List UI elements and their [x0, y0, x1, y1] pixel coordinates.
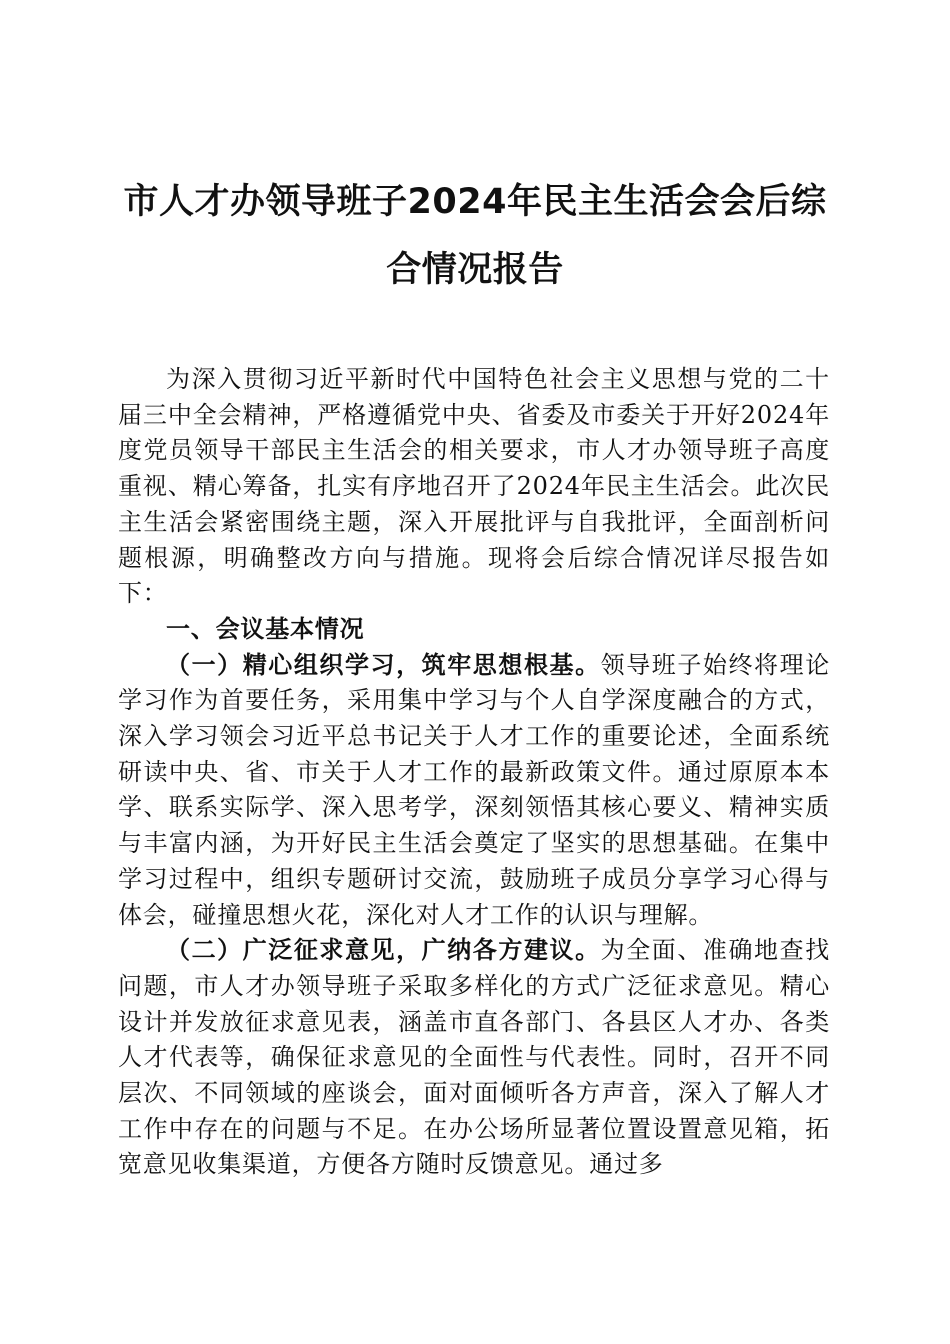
subsection-paragraph-1 [118, 648, 830, 934]
document-body [118, 362, 830, 1183]
subsection-text-2: 为全面、准确地查找问题，市人才办领导班子采取多样化的方式广泛征求意见。精心设计并发放征求意见表，涵盖市直各部门、各县区人才办、各类人才代表等，确保征求意见的全面性与代表性。同时，召开不同层次、不同领域的座谈会，面对面倾听各方声音，深入了解人才工作中存在的问题与不足。在办公场所显著位置设置意见箱，拓宽意见收集渠道，方便各方随时反馈意见。通过多 [118, 936, 830, 1179]
subsection-lead-1: （一）精心组织学习，筑牢思想根基。 [166, 650, 601, 679]
subsection-lead-2: （二）广泛征求意见，广纳各方建议。 [166, 936, 601, 965]
title-line-1: 市人才办领导班子2024年民主生活会会后综 [123, 182, 827, 222]
subsection-paragraph-2 [118, 933, 830, 1183]
title-line-2: 合情况报告 [386, 250, 564, 290]
subsection-text-1: 领导班子始终将理论学习作为首要任务，采用集中学习与个人自学深度融合的方式，深入学习领会习近平总书记关于人才工作的重要论述，全面系统研读中央、省、市关于人才工作的最新政策文件。通过原原本本学、联系实际学、深入思考学，深刻领悟其核心要义、精神实质与丰富内涵，为开好民主生活会奠定了坚实的思想基础。在集中学习过程中，组织专题研讨交流，鼓励班子成员分享学习心得与体会，碰撞思想火花，深化对人才工作的认识与理解。 [118, 650, 830, 929]
document-title [118, 168, 832, 304]
section-heading-1: 一、会议基本情况 [166, 614, 365, 643]
intro-paragraph: 为深入贯彻习近平新时代中国特色社会主义思想与党的二十届三中全会精神，严格遵循党中央、省委及市委关于开好2024年度党员领导干部民主生活会的相关要求，市人才办领导班子高度重视、精心筹备，扎实有序地召开了2024年民主生活会。此次民主生活会紧密围绕主题，深入开展批评与自我批评，全面剖析问题根源，明确整改方向与措施。现将会后综合情况详尽报告如下： [118, 365, 830, 608]
